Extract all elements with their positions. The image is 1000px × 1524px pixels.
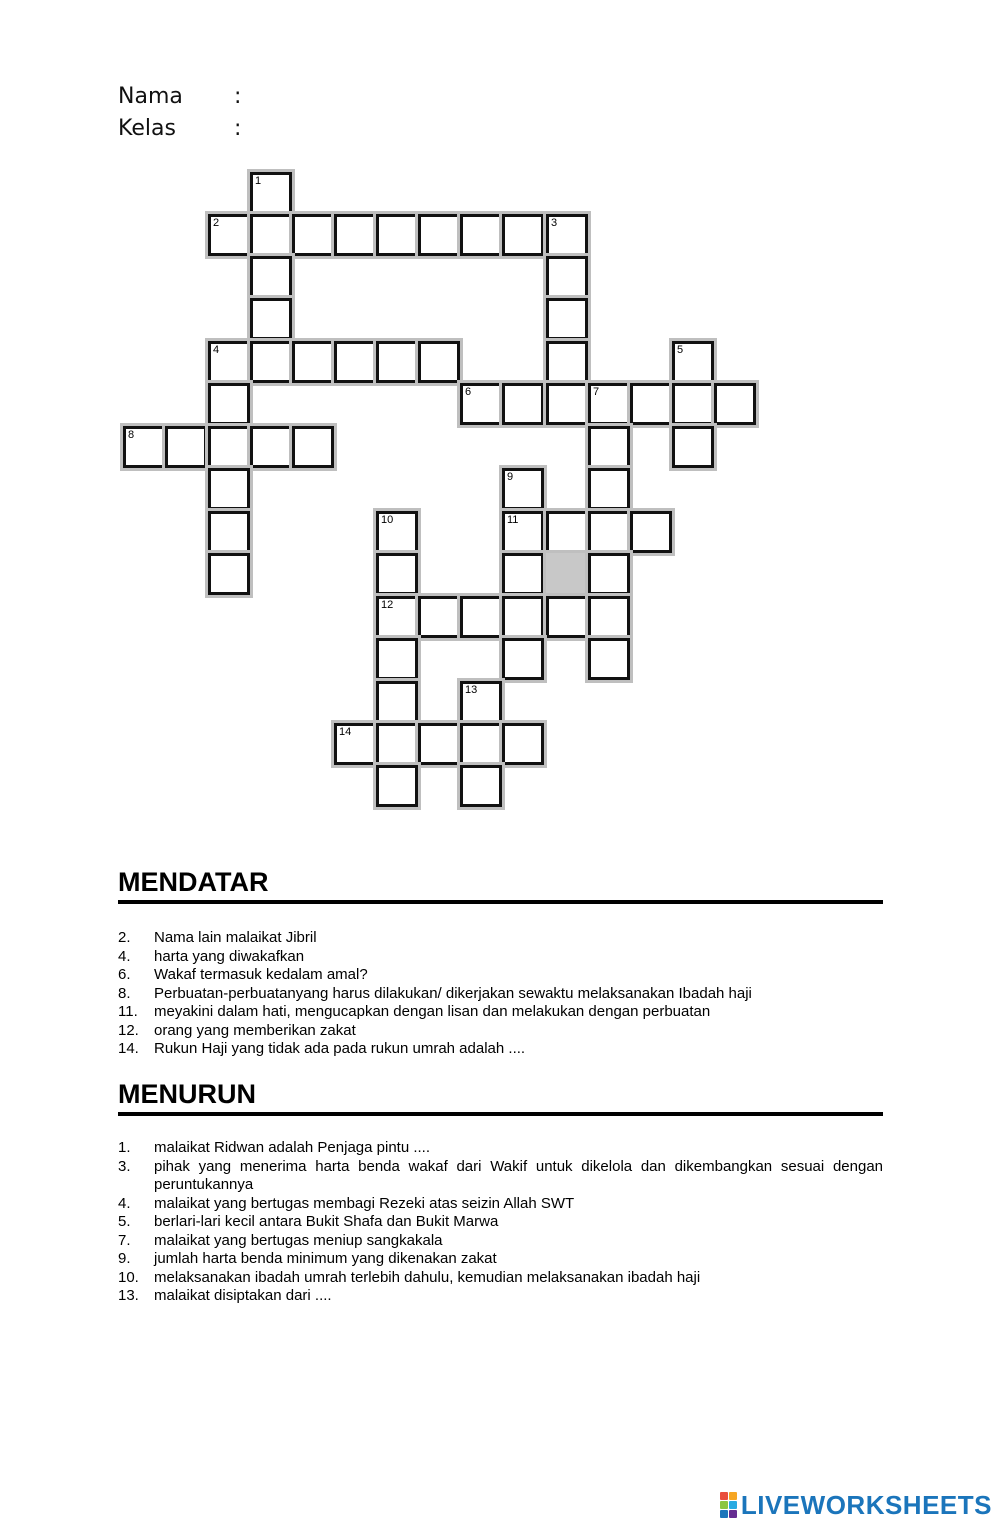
clue-number-6: 6	[465, 386, 472, 398]
crossword-cell[interactable]	[502, 468, 544, 510]
crossword-cell[interactable]	[588, 468, 630, 510]
crossword-cell[interactable]	[502, 511, 544, 553]
crossword-cell[interactable]	[334, 723, 376, 765]
crossword-cell[interactable]	[292, 341, 334, 383]
liveworksheets-logo-icon	[720, 1492, 737, 1518]
crossword-cell[interactable]	[208, 553, 250, 595]
crossword-cell[interactable]	[672, 426, 714, 468]
crossword-cell[interactable]	[250, 214, 292, 256]
list-item: 12. orang yang memberikan zakat	[118, 1021, 356, 1039]
clue-number-4: 4	[213, 344, 220, 356]
list-item: 7. malaikat yang bertugas meniup sangkakala	[118, 1231, 443, 1249]
clue-number-3: 3	[551, 217, 558, 229]
crossword-cell[interactable]	[546, 256, 588, 298]
clue-number-7: 7	[593, 386, 600, 398]
list-item: 9. jumlah harta benda minimum yang dikenakan zakat	[118, 1250, 497, 1267]
crossword-cell[interactable]	[376, 341, 418, 383]
list-item: 13. malaikat disiptakan dari ....	[118, 1287, 332, 1304]
crossword-cell[interactable]	[588, 553, 630, 595]
crossword-cell[interactable]	[460, 723, 502, 765]
crossword-cell[interactable]	[208, 214, 250, 256]
crossword-cell[interactable]	[418, 596, 460, 638]
crossword-cell[interactable]	[546, 341, 588, 383]
crossword-cell[interactable]	[502, 383, 544, 425]
crossword-cell[interactable]	[250, 172, 292, 214]
crossword-cell[interactable]	[376, 511, 418, 553]
crossword-cell[interactable]	[250, 426, 292, 468]
blocked-cell	[546, 553, 588, 595]
clue-number-11: 11	[507, 514, 519, 526]
crossword-cell[interactable]	[546, 596, 588, 638]
list-item: 5. berlari-lari kecil antara Bukit Shafa dan Bukit Marwa	[118, 1213, 499, 1230]
list-item: 2. Nama lain malaikat Jibril	[118, 929, 317, 946]
menurun-divider	[118, 1112, 883, 1116]
mendatar-divider	[118, 900, 883, 904]
crossword-cell[interactable]	[376, 765, 418, 807]
crossword-cell[interactable]	[672, 341, 714, 383]
crossword-cell[interactable]	[376, 596, 418, 638]
crossword-cell[interactable]	[630, 511, 672, 553]
crossword-cell[interactable]	[546, 511, 588, 553]
crossword-cell[interactable]	[418, 723, 460, 765]
menurun-clue-list	[118, 1139, 883, 1306]
crossword-cell[interactable]	[250, 341, 292, 383]
crossword-cell[interactable]	[123, 426, 165, 468]
crossword-cell[interactable]	[208, 383, 250, 425]
clue-number-5: 5	[677, 344, 684, 356]
crossword-cell[interactable]	[292, 426, 334, 468]
crossword-cell[interactable]	[418, 214, 460, 256]
list-item: 10. melaksanakan ibadah umrah terlebih dahulu, kemudian melaksanakan ibadah haji	[118, 1268, 701, 1286]
crossword-cell[interactable]	[588, 596, 630, 638]
crossword-cell[interactable]	[502, 596, 544, 638]
crossword-cell[interactable]	[460, 765, 502, 807]
name-label: Nama	[118, 84, 183, 109]
crossword-cell[interactable]	[460, 681, 502, 723]
crossword-cell[interactable]	[334, 341, 376, 383]
clue-number-2: 2	[213, 217, 220, 229]
crossword-cell[interactable]	[714, 383, 756, 425]
crossword-cell[interactable]	[208, 511, 250, 553]
brand-wordmark: LIVEWORKSHEETS	[740, 1489, 992, 1520]
menurun-title: MENURUN	[118, 1079, 256, 1109]
liveworksheets-brand	[720, 1490, 992, 1520]
clue-number-13: 13	[465, 684, 478, 696]
crossword-cell[interactable]	[292, 214, 334, 256]
crossword-cell[interactable]	[418, 341, 460, 383]
clue-number-14: 14	[339, 726, 352, 738]
crossword-cell[interactable]	[376, 681, 418, 723]
crossword-cell[interactable]	[502, 214, 544, 256]
crossword-cell[interactable]	[588, 638, 630, 680]
list-item: 14. Rukun Haji yang tidak ada pada rukun umrah adalah ....	[118, 1040, 526, 1057]
list-item: 3. pihak yang menerima harta benda wakaf dari Wakif untuk dikelola dan dikembangkan sesuai dengan peruntukannya	[118, 1157, 883, 1193]
name-colon: :	[234, 84, 242, 109]
list-item: 4. malaikat yang bertugas membagi Rezeki atas seizin Allah SWT	[118, 1194, 575, 1212]
list-item: 11. meyakini dalam hati, mengucapkan dengan lisan dan melakukan dengan perbuatan	[118, 1003, 711, 1020]
crossword-cell[interactable]	[334, 214, 376, 256]
clue-number-12: 12	[381, 599, 394, 611]
crossword-cell[interactable]	[460, 596, 502, 638]
crossword-cell[interactable]	[208, 468, 250, 510]
crossword-cell[interactable]	[376, 723, 418, 765]
crossword-cell[interactable]	[546, 214, 588, 256]
crossword-cell[interactable]	[208, 426, 250, 468]
list-item: 8. Perbuatan-perbuatanyang harus dilakukan/ dikerjakan sewaktu melaksanakan Ibadah haji	[118, 984, 752, 1002]
clue-number-10: 10	[381, 514, 394, 526]
crossword-cell[interactable]	[250, 298, 292, 340]
crossword-cell[interactable]	[460, 214, 502, 256]
mendatar-clue-list	[118, 929, 883, 1059]
list-item: 4. harta yang diwakafkan	[118, 947, 305, 965]
crossword-cell[interactable]	[502, 553, 544, 595]
crossword-cell[interactable]	[460, 383, 502, 425]
crossword-cell[interactable]	[588, 511, 630, 553]
clue-number-8: 8	[128, 429, 135, 441]
mendatar-title: MENDATAR	[118, 867, 269, 897]
crossword-cell[interactable]	[502, 723, 544, 765]
crossword-cell[interactable]	[376, 638, 418, 680]
crossword-cell[interactable]	[376, 553, 418, 595]
clue-number-9: 9	[507, 471, 514, 483]
crossword-cell[interactable]	[630, 383, 672, 425]
list-item: 1. malaikat Ridwan adalah Penjaga pintu ....	[118, 1139, 431, 1156]
crossword-cell[interactable]	[250, 256, 292, 298]
crossword-cell[interactable]	[502, 638, 544, 680]
class-colon: :	[234, 116, 242, 141]
crossword-cell[interactable]	[588, 383, 630, 425]
crossword-cell[interactable]	[376, 214, 418, 256]
crossword-cell[interactable]	[588, 426, 630, 468]
class-label: Kelas	[118, 116, 176, 141]
crossword-cell[interactable]	[165, 426, 207, 468]
list-item: 6. Wakaf termasuk kedalam amal?	[118, 966, 368, 983]
crossword-cell[interactable]	[672, 383, 714, 425]
crossword-cell[interactable]	[546, 383, 588, 425]
crossword-cell[interactable]	[546, 298, 588, 340]
clue-number-1: 1	[255, 175, 262, 187]
crossword-cell[interactable]	[208, 341, 250, 383]
